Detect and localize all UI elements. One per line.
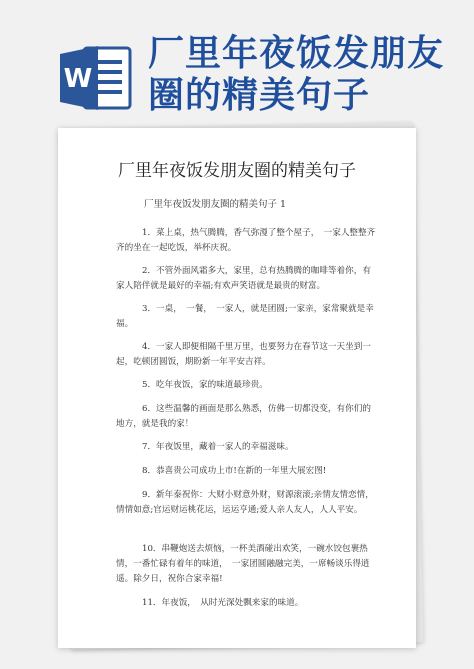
paragraph-4: 4．一家人即便相隔千里万里，也要努力在春节这一天坐到一起，吃顿团圆饭，期盼新一年平安吉祥。 [116,342,371,367]
document-subtitle: 厂里年夜饭发朋友圈的精美句子 1 [144,199,287,210]
banner [0,0,474,130]
paragraph-3: 3．一桌， 一餐， 一家人，就是团圆;一家亲，家常聚就是幸福。 [116,304,374,329]
document-title: 厂里年夜饭发朋友圈的精美句子 [118,161,356,181]
paragraph-8: 8．恭喜贵公司成功上市!在新的一年里大展宏图! [142,466,327,476]
paragraph-11: 11．年夜饭， 从时光深处飘来家的味道。 [142,598,304,608]
word-document-icon [58,42,134,114]
paragraph-9: 9．新年泰祝你：大财小财意外财，财源滚滚;亲情友情恋情，情情如意;官运财运桃花运，运运亨通;爱人亲人友人，人人平安。 [116,490,374,515]
paragraph-6: 6．这些温馨的画面是那么熟悉，仿佛一切都没变，有你们的地方，就是我的家！ [116,404,371,429]
paragraph-10: 10．串鞭炮送去烦恼，一杯美酒碰出欢笑，一碗水饺包裹热情，一番忙碌有着年的味道， 一家团圆融融完美，一席畅谈乐得逍遥。除夕日，祝你合家幸福! [116,544,370,584]
banner-title: 厂里年夜饭发朋友 圈的精美句子 [148,33,445,116]
paragraph-2: 2．不管外面风霜多大，家里，总有热腾腾的咖啡等着你，有家人陪伴就是最好的幸福;有欢声笑语就是最贵的财富。 [116,266,371,291]
document-page [58,128,416,648]
word-icon-letter: W [63,64,93,94]
paragraph-1: 1．菜上桌，热气腾腾，香气弥漫了整个屋子， 一家人整整齐齐的坐在一起吃饭，举杯庆祝。 [116,228,376,253]
paragraph-5: 5．吃年夜饭，家的味道最珍贵。 [142,380,268,390]
paragraph-7: 7．年夜饭里，藏着一家人的幸福滋味。 [142,442,294,452]
